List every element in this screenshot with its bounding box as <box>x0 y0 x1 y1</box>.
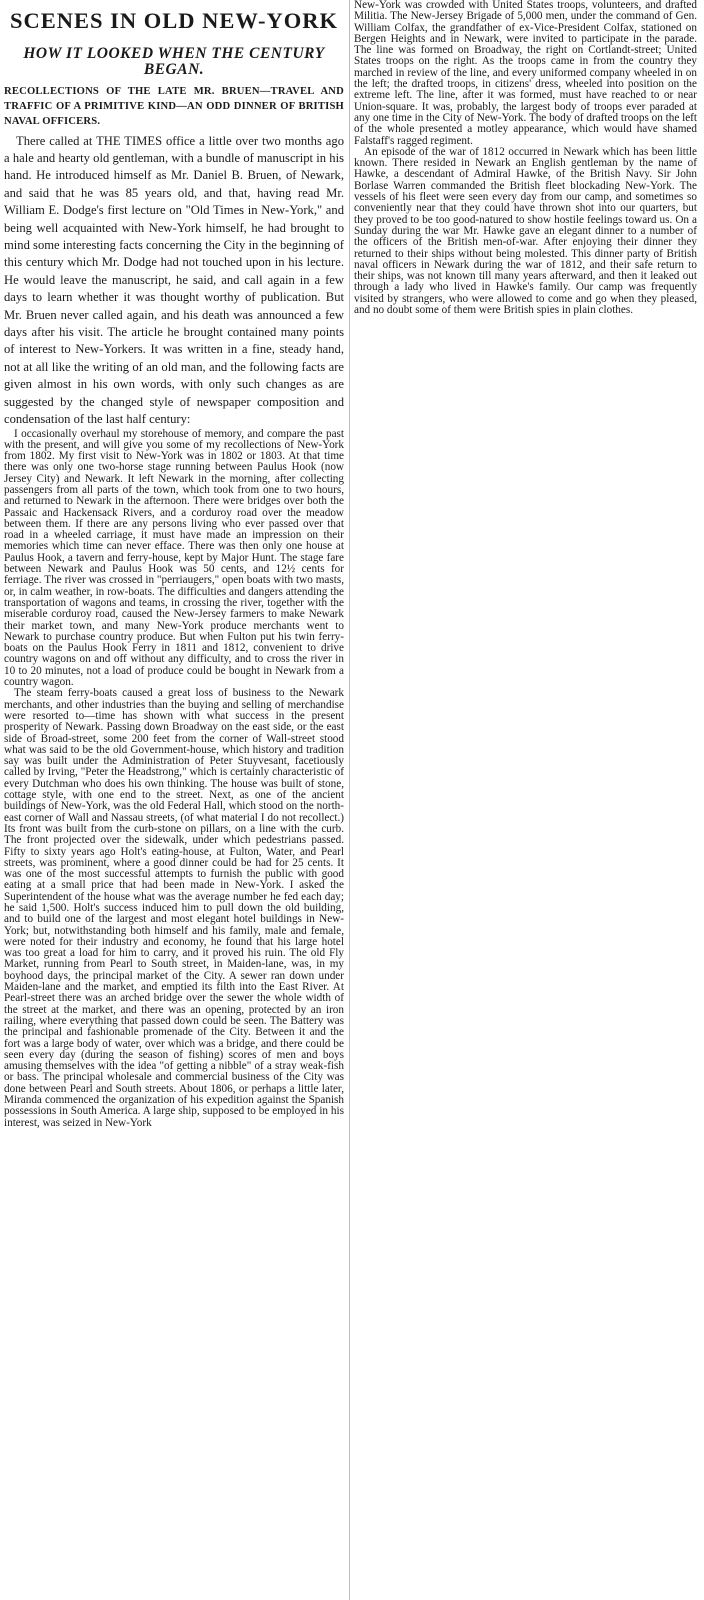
intro-paragraph: There called at THE TIMES office a little over two months ago a hale and hearty old gentleman, with a bundle of manuscript in his hand. He introduced himself as Mr. Daniel B. Bruen, of Newark, and said that he was 85 years old, and that, having read Mr. William E. Dodge's first lecture on "Old Times in New-York," and being well acquainted with New-York himself, he had brought to mind some interesting facts concerning the City in the beginning of this century which Mr. Dodge had not touched upon in his lecture. He would leave the manuscript, he said, and call again in a few days to learn whether it was thought worthy of publication. But Mr. Bruen never called again, and his death was announced a few days after his visit. The article he brought contained many points of interest to New-Yorkers. It was written in a fine, steady hand, not at all like the writing of an old man, and the following facts are given almost in his own words, with only such changes as are suggested by the changed style of newspaper composition and condensation of the last half century: <box>4 133 344 427</box>
column-divider <box>349 0 350 1600</box>
right-column <box>354 0 697 540</box>
body-paragraph: I occasionally overhaul my storehouse of memory, and compare the past with the present, and will give you some of my recollections of New-York from 1802. My first visit to New-York was in 1802 or 1803. At that time there was only one two-horse stage running between Paulus Hook (now Jersey City) and Newark. It left Newark in the morning, after collecting passengers from all parts of the town, which took from one to two hours, and returned to Newark in the afternoon. There were bridges over both the Passaic and Hackensack Rivers, and a corduroy road over the meadow between them. If there are any persons living who ever passed over that road in a wheeled carriage, it must have made an impression on their memories which time can never efface. There was then only one house at Paulus Hook, a tavern and ferry-house, kept by Major Hunt. The stage fare between Newark and Paulus Hook was 50 cents, and 12½ cents for ferriage. The river was crossed in "perriaugers," open boats with two masts, or, in calm weather, in row-boats. The difficulties and dangers attending the transportation of wagons and teams, in crossing the river, together with the miserable corduroy road, caused the New-Jersey farmers to make Newark their market town, and many New-York produce merchants went to Newark to purchase country produce. But when Fulton put his twin ferry-boats on the Paulus Hook Ferry in 1811 and 1812, convenient to drive country wagons on and off without any difficulty, and to cross the river in 10 to 20 minutes, not a load of produce could be bought in Newark from a country wagon. <box>4 427 344 689</box>
headline: SCENES IN OLD NEW-YORK <box>9 8 339 33</box>
deck: RECOLLECTIONS OF THE LATE MR. BRUEN—TRAVEL AND TRAFFIC OF A PRIMITIVE KIND—AN ODD DINNER OF BRITISH NAVAL OFFICERS. <box>4 86 344 128</box>
body-paragraph: An episode of the war of 1812 occurred in Newark which has been little known. There resided in Newark an English gentleman by the name of Hawke, a descendant of Admiral Hawke, of the British Navy. Sir John Borlase Warren commanded the British fleet blockading New-York. The vessels of his fleet were seen every day from our camp, and sometimes so conveniently near that they could have thrown shot into our quarters, but they proved to be too good-natured to show hostile feelings toward us. On a Sunday during the war Mr. Hawke gave an elegant dinner to a number of the officers of the British men-of-war. After enjoying their dinner they returned to their ships without being molested. This dinner party of British naval officers in Newark during the war of 1812, and their safe return to their ships, was not known till many years afterward, and then it leaked out through a lady who lived in Hawke's family. Our camp was frequently visited by strangers, who were allowed to come and go when they pleased, and no doubt some of them were British spies in plain clothes. <box>354 145 697 317</box>
body-paragraph: New-York was crowded with United States troops, volunteers, and drafted Militia. The New-Jersey Brigade of 5,000 men, under the command of Gen. William Colfax, the grandfather of ex-Vice-President Colfax, stationed on Bergen Heights and in Newark, were invited to participate in the parade. The line was formed on Broadway, the right on Cortlandt-street; United States troops on the right. As the troops came in from the country they marched in review of the line, and every uniformed company wheeled in on the left; the drafted troops, in citizens' dress, wheeled into position on the extreme left. The line, after it was formed, must have reached to or near Union-square. It was, probably, the largest body of troops ever paraded at any one time in the City of New-York. The body of drafted troops on the left of the whole presented a motley appearance, which would have shamed Falstaff's ragged regiment. <box>354 0 697 147</box>
left-column <box>4 0 344 1600</box>
body-paragraph: The steam ferry-boats caused a great loss of business to the Newark merchants, and other industries than the buying and selling of merchandise were resorted to—time has shown with what success in the present prosperity of Newark. Passing down Broadway on the east side, or the east side of Broad-street, some 200 feet from the corner of Wall-street stood what was said to be the old Government-house, which history and tradition say was built under the Administration of Peter Stuyvesant, facetiously called by Irving, "Peter the Headstrong," which is certainly characteristic of every Dutchman who does his own thinking. The house was built of stone, cottage style, with one end to the street. Next, as one of the ancient buildings of New-York, was the old Federal Hall, which stood on the north-east corner of Wall and Nassau streets, (of what material I do not recollect.) Its front was built from the curb-stone on pillars, on a line with the curb. The front projected over the sidewalk, under which pedestrians passed. Fifty to sixty years ago Holt's eating-house, at Fulton, Water, and Pearl streets, was prominent, where a good dinner could be had for 25 cents. It was one of the most successful attempts to furnish the public with good eating at a small price that had been made in New-York. I asked the Superintendent of the house what was the average number he fed each day; he said 1,500. Holt's success induced him to pull down the old building, and to build one of the largest and most elegant hotel buildings in New-York; but, notwithstanding both himself and his family, male and female, were noted for their industry and economy, he found that his large hotel was too great a load for him to carry, and it proved his ruin. The old Fly Market, running from Pearl to South street, in Maiden-lane, was, in my boyhood days, the principal market of the City. A sewer ran down under Maiden-lane and the market, and emptied its filth into the East River. At Pearl-street there was an arched bridge over the sewer the whole width of the street at the market, and there was an opening, protected by an iron railing, where everything that passed down could be seen. The Battery was the principal and fashionable promenade of the City. Between it and the fort was a large body of water, over which was a bridge, and there could be seen every day (during the season of fishing) scores of men and boys amusing themselves with the idea "of getting a nibble" of a stray weak-fish or bass. The principal wholesale and commercial business of the City was done between Pearl and South streets. About 1806, or perhaps a little later, Miranda commenced the organization of his expedition against the Spanish possessions in South America. A large ship, supposed to be employed in his interest, was seized in New-York <box>4 687 344 1129</box>
subheadline: HOW IT LOOKED WHEN THE CENTURY BEGAN. <box>23 45 325 78</box>
